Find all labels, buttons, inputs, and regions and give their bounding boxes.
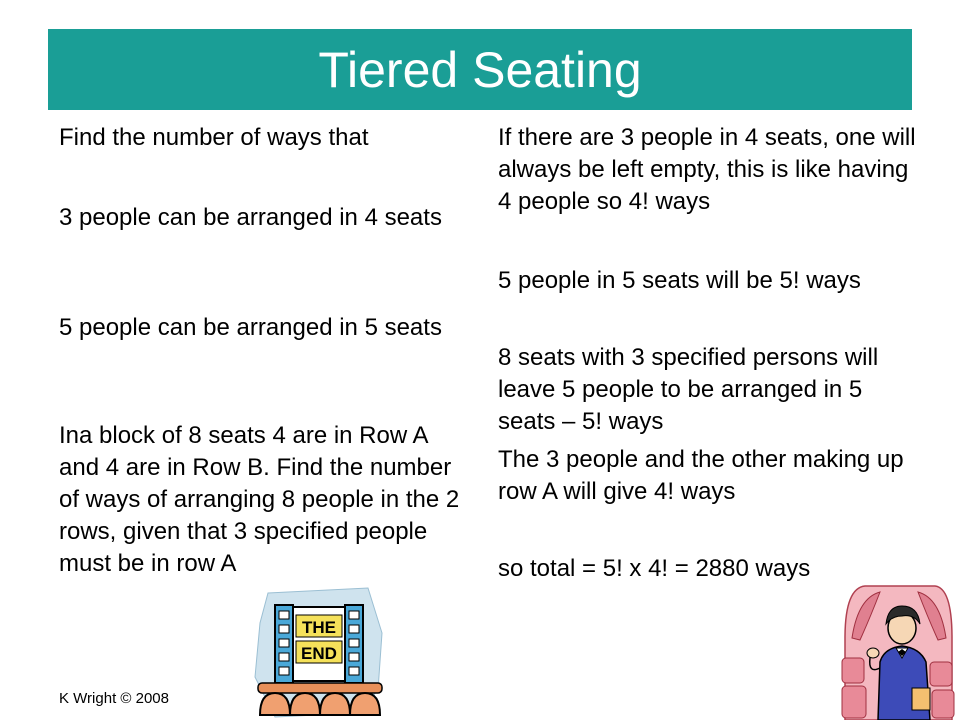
right-paragraph-2: 5 people in 5 seats will be 5! ways <box>498 267 861 294</box>
right-paragraph-1: If there are 3 people in 4 seats, one will always be left empty, this is like having 4 people so 4! ways <box>498 124 916 215</box>
presenter-clipart <box>840 578 955 720</box>
slide-title: Tiered Seating <box>318 41 642 98</box>
right-paragraph-5: so total = 5! x 4! = 2880 ways <box>498 555 811 582</box>
clipart-the-text: THE <box>302 618 336 637</box>
left-paragraph-1: Find the number of ways that <box>59 124 369 151</box>
right-paragraph-4: The 3 people and the other making up row A will give 4! ways <box>498 446 904 505</box>
left-paragraph-2: 3 people can be arranged in 4 seats <box>59 204 442 231</box>
right-paragraph-3: 8 seats with 3 specified persons will leave 5 people to be arranged in 5 seats – 5! ways <box>498 344 879 435</box>
title-bar <box>48 29 912 110</box>
clipart-end-text: END <box>301 644 337 663</box>
left-paragraph-3: 5 people can be arranged in 5 seats <box>59 314 442 341</box>
left-paragraph-4: Ina block of 8 seats 4 are in Row A and 4 are in Row B. Find the number of ways of arranging 8 people in the 2 rows, given that 3 specified people must be in row A <box>59 422 460 577</box>
footer-copyright: K Wright © 2008 <box>59 690 169 707</box>
the-end-cinema-clipart <box>250 585 390 720</box>
